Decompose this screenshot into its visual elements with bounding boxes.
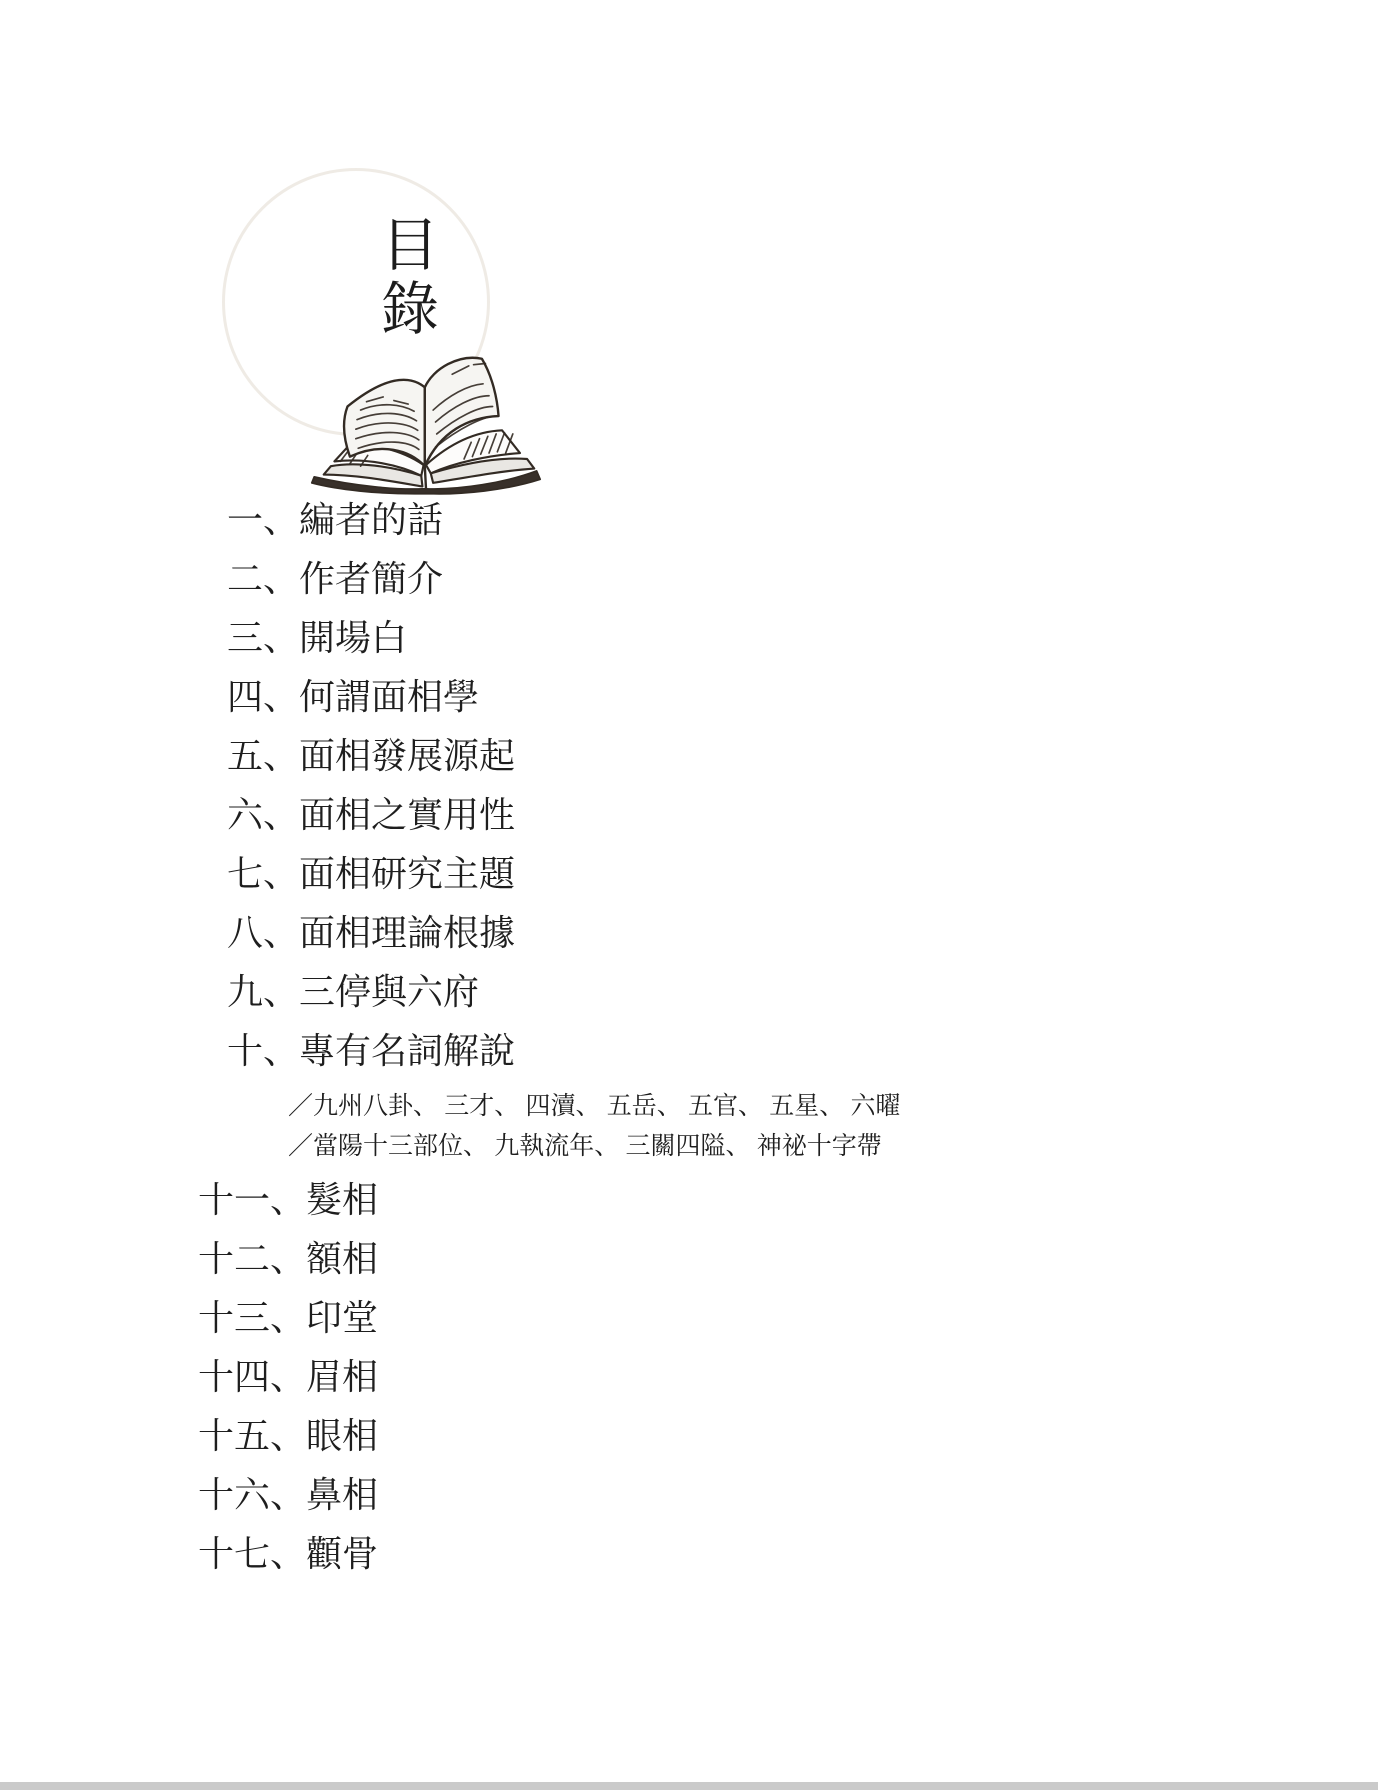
- toc-item: 九、三停與六府: [227, 972, 480, 1012]
- toc-item: 五、面相發展源起: [227, 736, 516, 776]
- toc-item: 十五、眼相: [198, 1416, 379, 1456]
- toc-item: 二、作者簡介: [227, 559, 444, 599]
- toc-item: 十三、印堂: [198, 1298, 379, 1338]
- toc-items-1-10: [227, 491, 515, 1081]
- toc-item: 三、開場白: [227, 618, 408, 658]
- page-title: 目錄: [380, 213, 439, 342]
- toc-subitem: ／九州八卦、 三才、 四瀆、 五岳、 五官、 五星、 六曜: [288, 1093, 901, 1120]
- toc-item: 六、面相之實用性: [227, 795, 516, 835]
- toc-item: 四、何謂面相學: [227, 677, 480, 717]
- toc-subitem: ／當陽十三部位、 九執流年、 三關四隘、 神祕十字帶: [288, 1133, 882, 1160]
- toc-item: 十四、眉相: [198, 1357, 379, 1397]
- page-bottom-divider: [0, 1782, 1378, 1790]
- toc-subitems: [288, 1087, 901, 1167]
- toc-items-11-17: [198, 1171, 378, 1584]
- toc-item: 十二、額相: [198, 1239, 379, 1279]
- toc-item: 七、面相研究主題: [227, 854, 516, 894]
- toc-item: 十六、鼻相: [198, 1475, 379, 1515]
- toc-item: 十一、髮相: [198, 1180, 379, 1220]
- toc-item: 十、專有名詞解說: [227, 1031, 516, 1071]
- toc-item: 八、面相理論根據: [227, 913, 516, 953]
- toc-item: 一、編者的話: [227, 500, 444, 540]
- toc-item: 十七、顴骨: [198, 1534, 379, 1574]
- open-book-icon: [294, 348, 558, 496]
